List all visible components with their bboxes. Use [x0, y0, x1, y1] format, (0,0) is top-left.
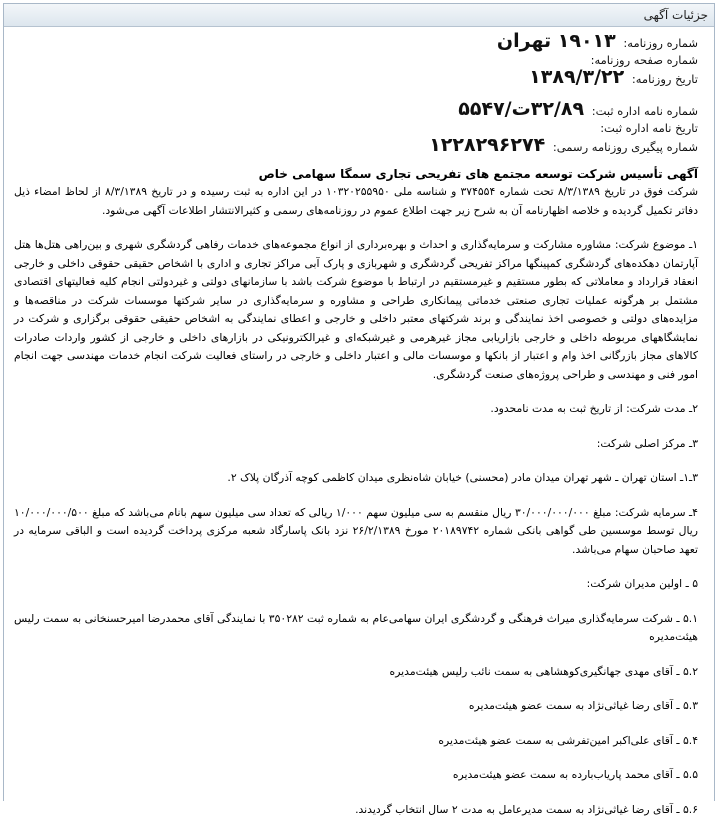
hq-address: ۳ـ۱ـ استان تهران ـ شهر تهران میدان مادر (محسنی) خیابان شاه‌نظری میدان کاظمی کوچه آذرگان پلاک ۲. [14, 469, 698, 488]
company-subject: ۱ـ موضوع شرکت: مشاوره مشارکت و سرمایه‌گذاری و احداث و بهره‌برداری از انواع مجموعه‌های خدمات رفاهی گردشگری شهری و بین‌راهی هتل‌ها هتل آپارتمان دهکده‌های گردشگری کمپینگها مراکز تفریحی گردشگری و شهربازی و پارک آبی مراکز تجاری و اداری با اشخاص حقیقی حقوقی داخلی و خارجی انعقاد قرارداد و معاملاتی که بطور مستقیم و غیرمستقیم در ارتباط با موضوع شرکت باشد با سازمانهای دولتی و غیردولتی انجام کلیه فعالیتهای اقتصادی مشتمل بر هرگونه عملیات تجاری صنعتی خدماتی پیمانکاری طراحی و مشاوره و سرمایه‌گذاری در سایر شرکتها موسسات شرکت در مناقصه‌ها و مزایده‌های دولتی و خصوصی اخذ نمایندگی و برند شرکتهای معتبر داخلی و خارجی و اعطای نمایندگی به اشخاص حقیقی حقوقی برگزاری و شرکت در نمایشگاههای مربوطه داخلی و خارجی بازاریابی مجاز غیرهرمی و غیرشبکه‌ای و غیرالکترونیکی در بازارهای داخلی و خارجی از کشور واردات صادرات کالاهای مجاز بازرگانی اخذ وام و اعتبار از بانکها و موسسات مالی و اعتبار داخلی و خارجی در راستای فعالیت شرکت انجام خدمات مهندسی جهت انجام امور فنی و مهندسی و طراحی پروژه‌های صنعت گردشگری. [14, 236, 698, 384]
window-title: جزئیات آگهی [4, 4, 714, 27]
office-letter-number-row [14, 101, 698, 120]
office-letter-date-row [14, 120, 698, 137]
office-letter-number-value: ۳۲/۸۹ت/۵۵۴۷ [458, 98, 584, 120]
director-item: ۵.۲ ـ آقای مهدی جهانگیری‌کوهشاهی به سمت نائب رلیس هیئت‌مدیره [14, 663, 698, 682]
ad-headline: آگهی تأسیس شرکت توسعه مجتمع های تفریحی تجاری سمگا سهامی خاص [14, 166, 698, 183]
newspaper-date-row [14, 69, 698, 88]
directors-list [14, 610, 698, 819]
office-letter-date-label: تاریخ نامه اداره ثبت: [600, 121, 698, 135]
hq-label: ۳ـ مرکز اصلی شرکت: [14, 435, 698, 454]
newspaper-number-value: ۱۹۰۱۳ تهران [497, 30, 616, 52]
tracking-number-label: شماره پیگیری روزنامه رسمی: [553, 140, 698, 154]
ad-intro: شرکت فوق در تاریخ ۸/۳/۱۳۸۹ تحت شماره ۳۷۴۵۵۴ و شناسه ملی ۱۰۳۲۰۲۵۵۹۵۰ در این اداره به ثبت رسیده و در تاریخ ۸/۳/۱۳۸۹ از لحاظ امضاء ذیل دفاتر تکمیل گردیده و خلاصه اظهارنامه آن به شرح زیر جهت اطلاع عموم در روزنامه‌های رسمی و کثیرالانتشار اطلاعات آگهی می‌شود. [14, 183, 698, 220]
page-number-label: شماره صفحه روزنامه: [591, 53, 698, 67]
ad-content [4, 27, 714, 819]
meta-block [14, 33, 698, 156]
director-item: ۵.۳ ـ آقای رضا غیاثی‌نژاد به سمت عضو هیئت‌مدیره [14, 697, 698, 716]
office-letter-number-label: شماره نامه اداره ثبت: [592, 104, 698, 118]
tracking-number-value: ۱۲۲۸۲۹۶۲۷۴ [429, 134, 545, 156]
newspaper-date-value: ۱۳۸۹/۳/۲۲ [529, 66, 624, 88]
company-duration: ۲ـ مدت شرکت: از تاریخ ثبت به مدت نامحدود. [14, 400, 698, 419]
newspaper-date-label: تاریخ روزنامه: [632, 72, 698, 86]
director-item: ۵.۱ ـ شرکت سرمایه‌گذاری میراث فرهنگی و گردشگری ایران سهامی‌عام به شماره ثبت ۳۵۰۲۸۲ با نمایندگی آقای محمدرضا امیرحسنخانی به سمت رلیس هیئت‌مدیره [14, 610, 698, 647]
company-capital: ۴ـ سرمایه شرکت: مبلغ ۳۰/۰۰۰/۰۰۰/۰۰۰ ریال منقسم به سی میلیون سهم ۱/۰۰۰ ریالی که تعداد سی میلیون سهم بانام می‌باشد که مبلغ ۱۰/۰۰۰/۰۰۰/۵۰۰ ریال توسط موسسین طی گواهی بانکی شماره ۲۰۱۸۹۷۴۲ مورخ ۲۶/۲/۱۳۸۹ نزد بانک پاسارگاد شعبه مرکزی پرداخت گردیده است و الباقی سرمایه در تعهد صاحبان سهام می‌باشد. [14, 504, 698, 560]
first-directors-label: ۵ ـ اولین مدیران شرکت: [14, 575, 698, 594]
director-item: ۵.۵ ـ آقای محمد پاریاب‌بارده به سمت عضو هیئت‌مدیره [14, 766, 698, 785]
director-item: ۵.۴ ـ آقای علی‌اکبر امین‌تفرشی به سمت عضو هیئت‌مدیره [14, 732, 698, 751]
director-item: ۵.۶ ـ آقای رضا غیاثی‌نژاد به سمت مدیرعامل به مدت ۲ سال انتخاب گردیدند. [14, 801, 698, 819]
newspaper-number-row [14, 33, 698, 52]
ad-details-window [3, 3, 715, 801]
tracking-number-row [14, 137, 698, 156]
newspaper-number-label: شماره روزنامه: [623, 36, 698, 50]
